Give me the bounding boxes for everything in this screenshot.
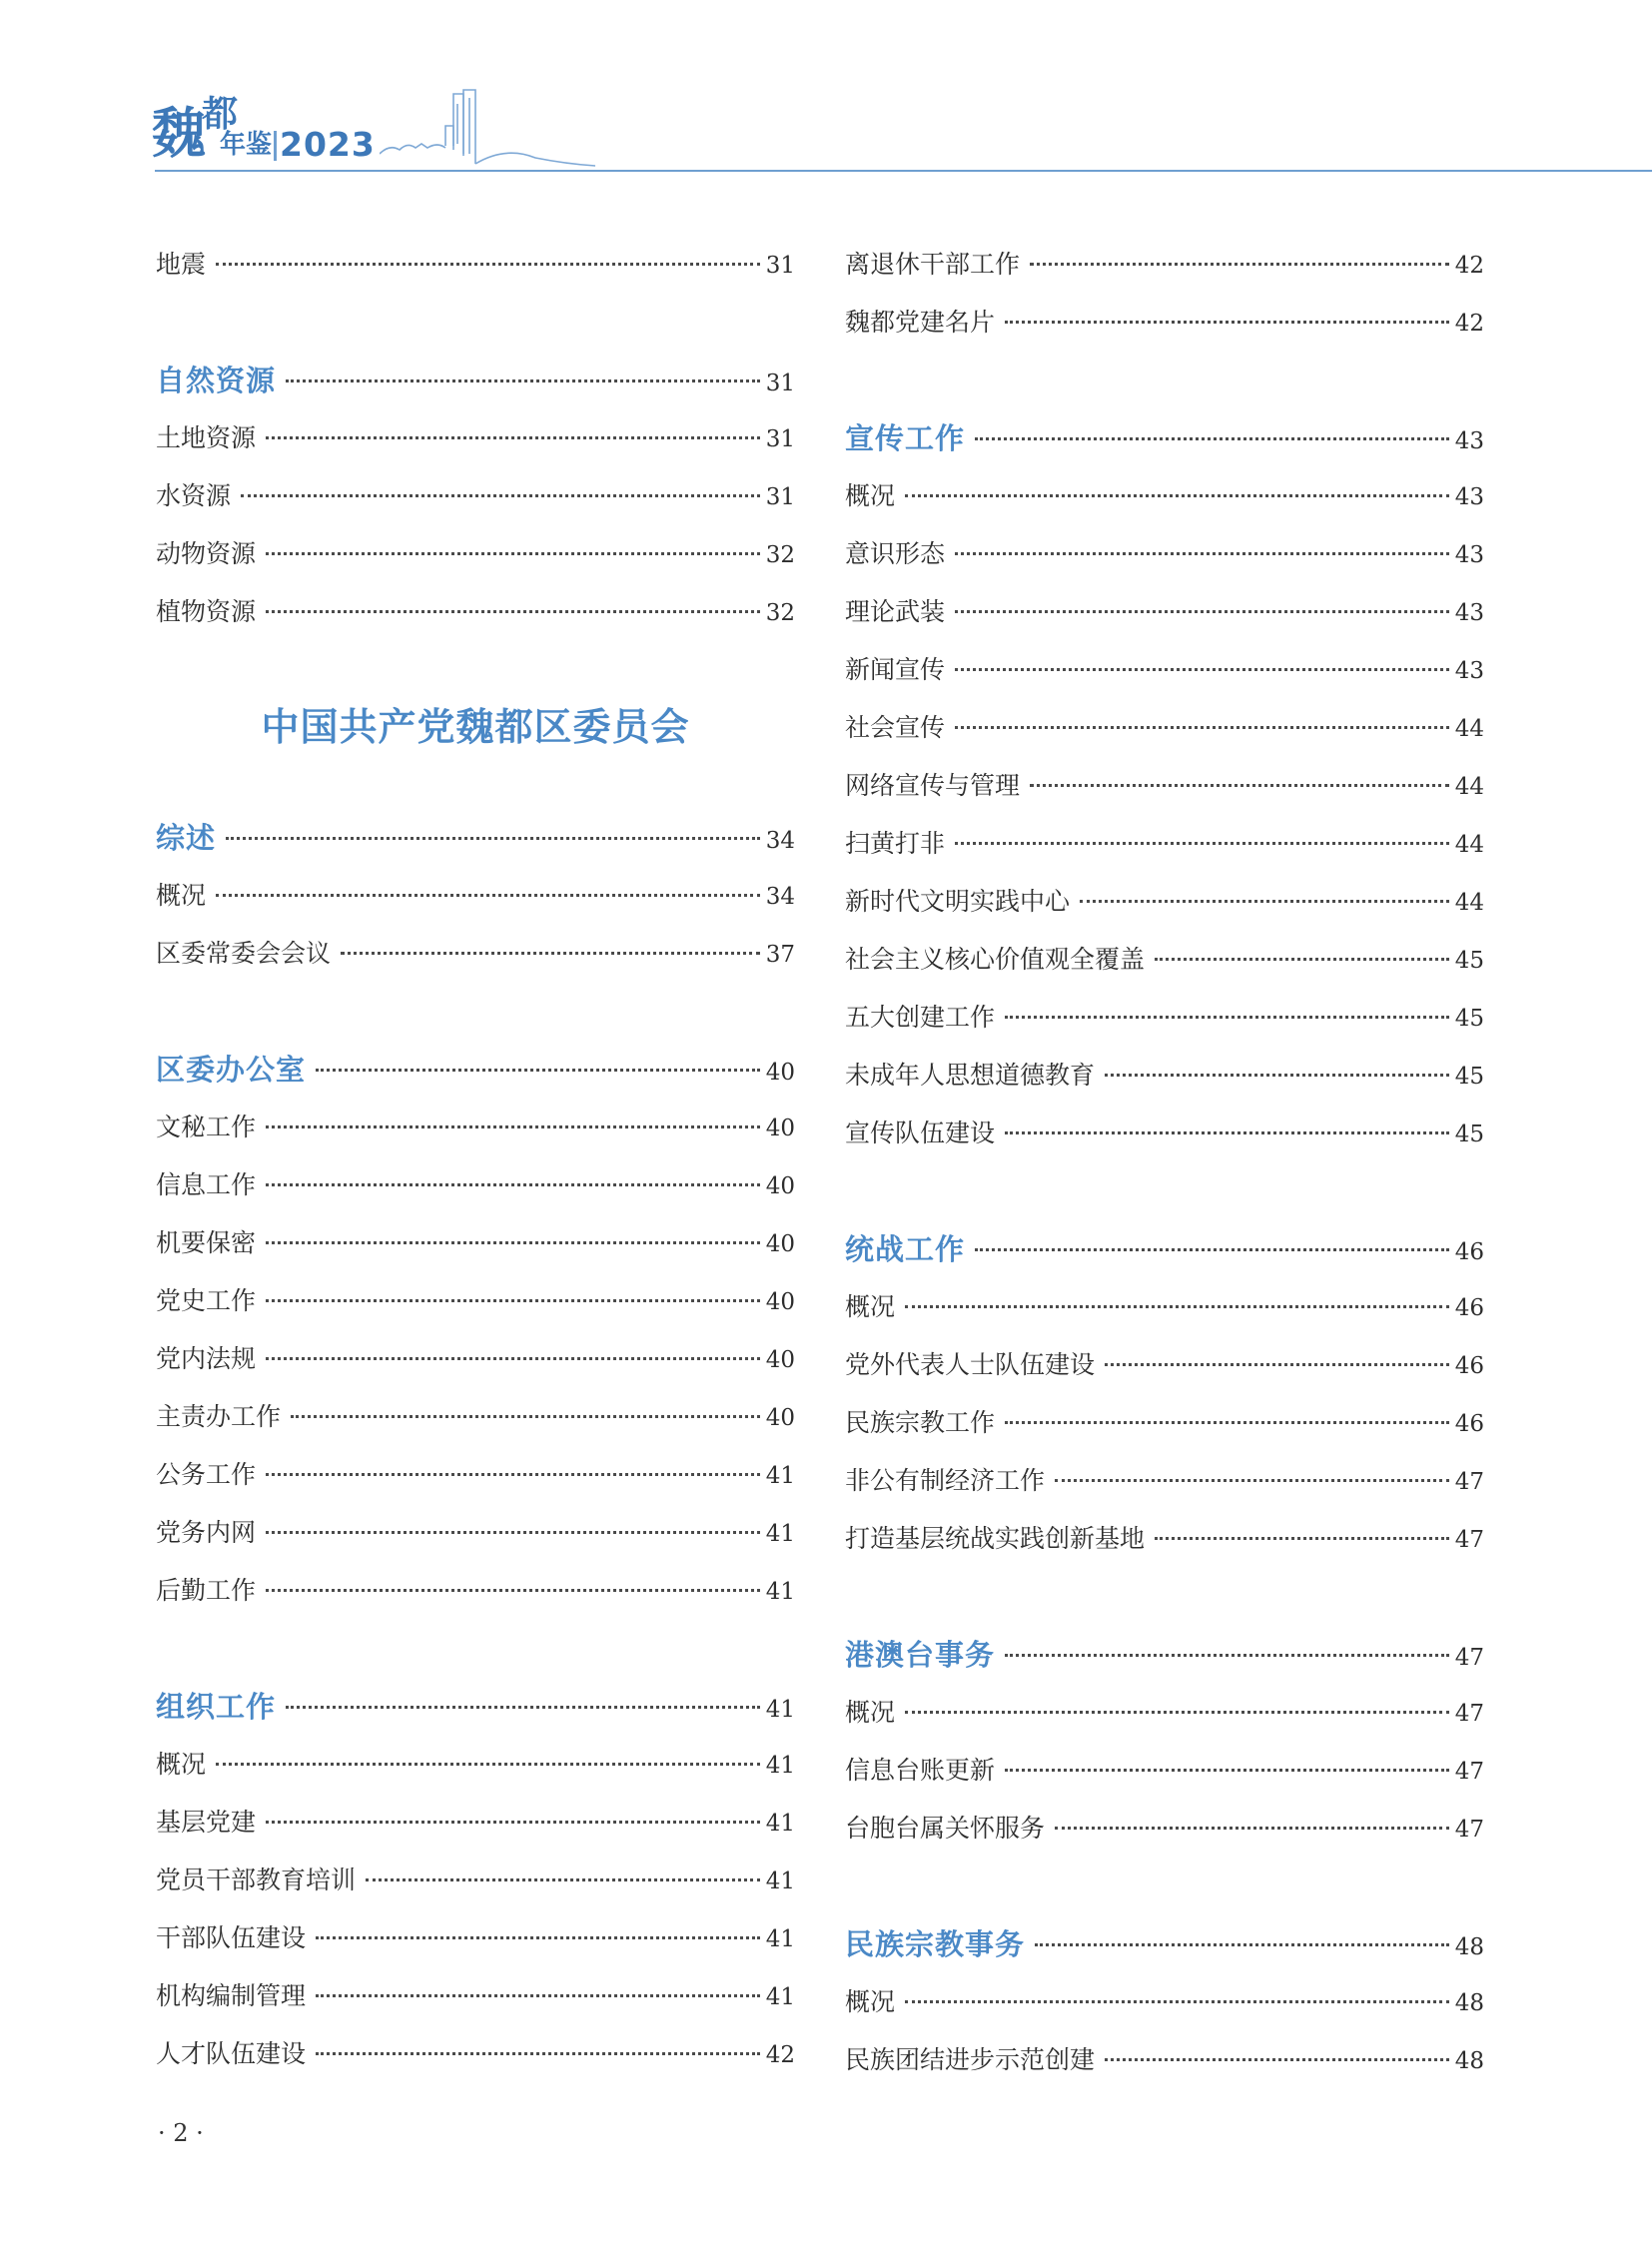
toc-leader-dots [286, 1706, 760, 1709]
logo-char-wei: 魏 [152, 101, 206, 165]
toc-leader-dots [266, 1473, 760, 1476]
toc-entry[interactable] [156, 1330, 795, 1388]
toc-entry-page: 44 [1454, 832, 1484, 858]
toc-entry[interactable] [845, 236, 1484, 294]
toc-entry-page: 48 [1454, 2048, 1484, 2074]
toc-entry-title: 民族宗教工作 [845, 1408, 996, 1437]
toc-leader-dots [905, 1711, 1449, 1714]
toc-entry-page: 43 [1454, 428, 1484, 454]
toc-entry[interactable] [156, 1504, 795, 1562]
toc-entry-page: 43 [1454, 600, 1484, 626]
toc-entry-title: 党史工作 [156, 1286, 257, 1315]
toc-entry-title: 植物资源 [156, 597, 257, 626]
toc-entry-title: 基层党建 [156, 1808, 257, 1837]
toc-entry-page: 41 [765, 1753, 795, 1779]
toc-entry[interactable] [845, 467, 1484, 525]
toc-entry[interactable] [156, 467, 795, 525]
toc-entry-page: 42 [1454, 311, 1484, 337]
toc-leader-dots [1005, 1131, 1449, 1134]
toc-entry-page: 31 [765, 371, 795, 396]
toc-entry-page: 44 [1454, 716, 1484, 742]
toc-leader-dots [266, 436, 760, 439]
toc-entry[interactable] [156, 1446, 795, 1504]
toc-leader-dots [216, 263, 760, 266]
part-title: 中国共产党魏都区委员会 [261, 704, 690, 749]
toc-leader-dots [216, 1763, 760, 1766]
toc-leader-dots [1105, 1363, 1449, 1366]
toc-entry-page: 41 [765, 1868, 795, 1894]
toc-leader-dots [905, 2000, 1449, 2003]
toc-leader-dots [1005, 1421, 1449, 1424]
toc-section-title: 统战工作 [845, 1232, 966, 1266]
toc-entry-title: 打造基层统战实践创新基地 [845, 1524, 1146, 1553]
toc-entry-title: 社会主义核心价值观全覆盖 [845, 945, 1146, 974]
toc-entry[interactable] [156, 583, 795, 641]
toc-section-title: 综述 [156, 821, 217, 855]
toc-leader-dots [1005, 1016, 1449, 1019]
toc-leader-dots [266, 1299, 760, 1302]
toc-leader-dots [1005, 1654, 1449, 1657]
toc-entry-title: 概况 [845, 481, 896, 510]
logo-char-du: 都 [202, 93, 239, 135]
toc-entry-page: 43 [1454, 484, 1484, 510]
toc-entry[interactable] [845, 1742, 1484, 1800]
toc-leader-dots [266, 1357, 760, 1360]
toc-leader-dots [1080, 900, 1449, 903]
toc-entry[interactable] [845, 1800, 1484, 1858]
toc-leader-dots [955, 610, 1449, 613]
toc-section-heading[interactable] [156, 352, 795, 409]
logo-subtitle: 年鉴 [220, 130, 273, 160]
toc-section-title: 组织工作 [156, 1690, 277, 1724]
toc-entry[interactable] [845, 1452, 1484, 1510]
toc-entry-page: 40 [765, 1231, 795, 1257]
toc-entry-page: 41 [765, 1579, 795, 1605]
toc-entry-title: 党外代表人士队伍建设 [845, 1350, 1096, 1379]
toc-entry-title: 台胞台属关怀服务 [845, 1814, 1046, 1843]
toc-entry-page: 47 [1454, 1759, 1484, 1785]
toc-entry[interactable] [156, 2025, 795, 2083]
toc-entry-title: 离退休干部工作 [845, 250, 1021, 279]
toc-entry[interactable] [845, 1973, 1484, 2031]
toc-leader-dots [266, 610, 760, 613]
toc-leader-dots [266, 1589, 760, 1592]
toc-section-heading[interactable] [845, 1220, 1484, 1278]
toc-leader-dots [955, 726, 1449, 729]
toc-entry[interactable] [845, 873, 1484, 931]
toc-leader-dots [316, 1069, 760, 1072]
toc-entry[interactable] [156, 1214, 795, 1272]
toc-entry-page: 47 [1454, 1817, 1484, 1843]
toc-entry[interactable] [845, 2031, 1484, 2089]
toc-entry-title: 意识形态 [845, 539, 946, 568]
toc-entry-page: 34 [765, 884, 795, 910]
toc-entry-page: 44 [1454, 774, 1484, 800]
toc-section-title: 民族宗教事务 [845, 1927, 1026, 1961]
toc-leader-dots [1055, 1827, 1449, 1830]
toc-entry-title: 信息工作 [156, 1170, 257, 1199]
toc-leader-dots [955, 552, 1449, 555]
toc-entry-title: 概况 [845, 1987, 896, 2016]
toc-entry[interactable] [156, 1794, 795, 1852]
toc-entry-title: 网络宣传与管理 [845, 771, 1021, 800]
toc-entry-page: 46 [1454, 1353, 1484, 1379]
toc-leader-dots [955, 842, 1449, 845]
toc-entry[interactable] [845, 525, 1484, 583]
toc-entry-page: 42 [1454, 253, 1484, 279]
toc-entry-page: 48 [1454, 1934, 1484, 1960]
logo-year: 2023 [280, 125, 376, 164]
toc-leader-dots [905, 1305, 1449, 1308]
logo-divider [274, 131, 277, 161]
toc-entry-page: 47 [1454, 1469, 1484, 1495]
toc-entry-page: 47 [1454, 1645, 1484, 1671]
toc-section-heading[interactable] [845, 1915, 1484, 1973]
toc-entry[interactable] [156, 1852, 795, 1909]
toc-entry-page: 40 [765, 1060, 795, 1086]
toc-leader-dots [316, 2052, 760, 2055]
toc-entry-title: 党员干部教育培训 [156, 1866, 357, 1894]
toc-leader-dots [266, 1821, 760, 1824]
toc-entry-title: 社会宣传 [845, 713, 946, 742]
toc-section-heading[interactable] [845, 409, 1484, 467]
toc-entry-page: 42 [765, 2042, 795, 2068]
toc-leader-dots [1035, 1943, 1449, 1946]
toc-entry-page: 40 [765, 1173, 795, 1199]
toc-entry-title: 机要保密 [156, 1228, 257, 1257]
toc-entry-title: 土地资源 [156, 423, 257, 452]
toc-entry[interactable] [156, 925, 795, 983]
toc-entry-page: 40 [765, 1116, 795, 1141]
page-number: · 2 · [158, 2119, 204, 2147]
toc-entry[interactable] [845, 931, 1484, 989]
toc-leader-dots [1105, 1074, 1449, 1077]
toc-entry[interactable] [156, 236, 795, 294]
toc-entry-title: 概况 [845, 1698, 896, 1727]
toc-entry-title: 未成年人思想道德教育 [845, 1061, 1096, 1090]
toc-leader-dots [1005, 321, 1449, 324]
toc-leader-dots [316, 1936, 760, 1939]
toc-entry-page: 45 [1454, 948, 1484, 974]
toc-entry[interactable] [845, 1394, 1484, 1452]
toc-entry[interactable] [156, 1099, 795, 1156]
toc-leader-dots [1155, 1537, 1449, 1540]
toc-leader-dots [1055, 1479, 1449, 1482]
toc-entry-page: 41 [765, 1521, 795, 1547]
toc-entry-title: 地震 [156, 250, 207, 279]
toc-entry-page: 40 [765, 1289, 795, 1315]
toc-entry[interactable] [845, 583, 1484, 641]
toc-leader-dots [1155, 958, 1449, 961]
toc-entry-page: 48 [1454, 1990, 1484, 2016]
page-header [0, 0, 1652, 190]
toc-entry-page: 31 [765, 484, 795, 510]
toc-entry[interactable] [845, 989, 1484, 1047]
toc-entry-title: 概况 [156, 1750, 207, 1779]
toc-leader-dots [316, 1994, 760, 1997]
toc-entry-page: 31 [765, 253, 795, 279]
toc-entry-page: 41 [765, 1697, 795, 1723]
toc-entry-title: 党内法规 [156, 1344, 257, 1373]
header-divider [155, 170, 1652, 172]
toc-section-title: 自然资源 [156, 364, 277, 397]
toc-entry[interactable] [156, 409, 795, 467]
toc-entry-page: 47 [1454, 1527, 1484, 1553]
toc-entry[interactable] [845, 1278, 1484, 1336]
toc-entry-page: 46 [1454, 1295, 1484, 1321]
toc-entry[interactable] [845, 1684, 1484, 1742]
toc-leader-dots [975, 437, 1449, 440]
toc-entry[interactable] [156, 1909, 795, 1967]
toc-entry-title: 民族团结进步示范创建 [845, 2045, 1096, 2074]
toc-entry-page: 43 [1454, 542, 1484, 568]
toc-section-heading[interactable] [156, 1041, 795, 1099]
toc-entry[interactable] [156, 525, 795, 583]
toc-entry-title: 概况 [156, 881, 207, 910]
toc-leader-dots [241, 494, 760, 497]
skyline-icon [380, 84, 599, 174]
toc-leader-dots [1030, 263, 1449, 266]
toc-section-title: 港澳台事务 [845, 1638, 996, 1672]
toc-entry[interactable] [845, 1105, 1484, 1162]
toc-section-heading[interactable] [845, 1626, 1484, 1684]
toc-leader-dots [266, 1531, 760, 1534]
toc-entry-page: 45 [1454, 1064, 1484, 1090]
toc-entry-page: 40 [765, 1405, 795, 1431]
toc-entry-page: 37 [765, 942, 795, 968]
toc-entry-page: 46 [1454, 1239, 1484, 1265]
toc-entry-title: 五大创建工作 [845, 1003, 996, 1032]
toc-leader-dots [216, 894, 760, 897]
toc-leader-dots [266, 1125, 760, 1128]
toc-leader-dots [366, 1878, 760, 1881]
toc-section-title: 区委办公室 [156, 1053, 307, 1087]
toc-entry[interactable] [156, 1272, 795, 1330]
toc-entry[interactable] [156, 1736, 795, 1794]
toc-entry-title: 非公有制经济工作 [845, 1466, 1046, 1495]
toc-entry[interactable] [845, 757, 1484, 815]
toc-leader-dots [266, 552, 760, 555]
toc-entry-title: 公务工作 [156, 1460, 257, 1489]
toc-entry[interactable] [845, 1336, 1484, 1394]
toc-leader-dots [1105, 2058, 1449, 2061]
toc-entry-title: 人才队伍建设 [156, 2039, 307, 2068]
toc-entry-page: 41 [765, 1811, 795, 1837]
toc-entry[interactable] [845, 699, 1484, 757]
toc-entry-title: 机构编制管理 [156, 1981, 307, 2010]
toc-entry[interactable] [156, 867, 795, 925]
toc-entry-title: 区委常委会会议 [156, 939, 332, 968]
toc-entry[interactable] [845, 1510, 1484, 1568]
toc-section-heading[interactable] [156, 809, 795, 867]
toc-entry[interactable] [156, 1562, 795, 1620]
toc-entry[interactable] [156, 1156, 795, 1214]
toc-entry-title: 干部队伍建设 [156, 1923, 307, 1952]
toc-entry-title: 宣传队伍建设 [845, 1119, 996, 1147]
toc-entry-title: 信息台账更新 [845, 1756, 996, 1785]
toc-entry-title: 理论武装 [845, 597, 946, 626]
toc-entry-title: 后勤工作 [156, 1576, 257, 1605]
toc-entry[interactable] [845, 1047, 1484, 1105]
toc-entry-page: 44 [1454, 890, 1484, 916]
toc-leader-dots [286, 379, 760, 382]
toc-entry-title: 新闻宣传 [845, 655, 946, 684]
toc-leader-dots [975, 1248, 1449, 1251]
toc-entry[interactable] [845, 294, 1484, 352]
toc-entry-title: 扫黄打非 [845, 829, 946, 858]
toc-leader-dots [266, 1183, 760, 1186]
toc-entry-page: 41 [765, 1984, 795, 2010]
toc-section-title: 宣传工作 [845, 421, 966, 455]
toc-entry-page: 45 [1454, 1121, 1484, 1147]
toc-right-column [845, 236, 1484, 2089]
toc-entry-title: 概况 [845, 1292, 896, 1321]
toc-leader-dots [955, 668, 1449, 671]
toc-section-heading[interactable] [156, 1678, 795, 1736]
toc-entry-title: 主责办工作 [156, 1402, 282, 1431]
toc-entry[interactable] [156, 1388, 795, 1446]
toc-entry-page: 32 [765, 542, 795, 568]
toc-entry-title: 水资源 [156, 481, 232, 510]
toc-entry-page: 47 [1454, 1701, 1484, 1727]
toc-entry-page: 34 [765, 828, 795, 854]
toc-entry-page: 45 [1454, 1006, 1484, 1032]
toc-entry-page: 43 [1454, 658, 1484, 684]
toc-entry[interactable] [845, 815, 1484, 873]
toc-entry-page: 40 [765, 1347, 795, 1373]
toc-entry-title: 党务内网 [156, 1518, 257, 1547]
toc-entry-page: 41 [765, 1926, 795, 1952]
toc-leader-dots [291, 1415, 760, 1418]
toc-leader-dots [266, 1241, 760, 1244]
toc-entry-page: 32 [765, 600, 795, 626]
toc-entry-title: 文秘工作 [156, 1113, 257, 1141]
toc-entry-page: 31 [765, 426, 795, 452]
toc-entry-title: 魏都党建名片 [845, 308, 996, 337]
toc-leader-dots [226, 837, 760, 840]
toc-entry[interactable] [845, 641, 1484, 699]
toc-entry-title: 动物资源 [156, 539, 257, 568]
toc-leader-dots [905, 494, 1449, 497]
toc-leader-dots [341, 952, 760, 955]
toc-entry-page: 46 [1454, 1411, 1484, 1437]
toc-entry[interactable] [156, 1967, 795, 2025]
toc-entry-title: 新时代文明实践中心 [845, 887, 1071, 916]
toc-left-column [156, 236, 795, 2083]
toc-entry-page: 41 [765, 1463, 795, 1489]
toc-leader-dots [1030, 784, 1449, 787]
toc-leader-dots [1005, 1769, 1449, 1772]
